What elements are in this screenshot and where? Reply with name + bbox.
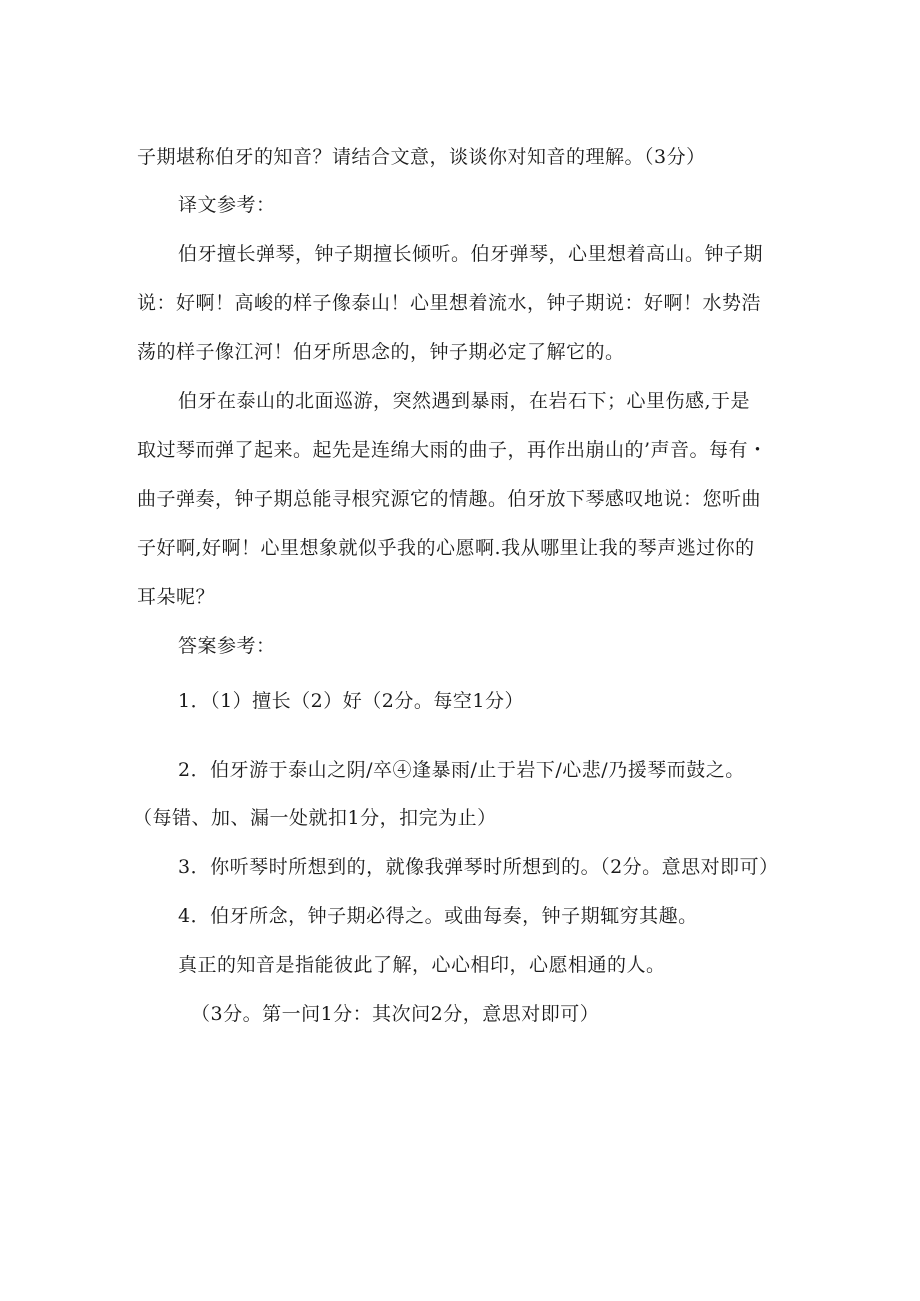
translation-heading: 译文参考： <box>178 194 276 216</box>
answers-heading: 答案参考： <box>178 635 276 657</box>
translation-p2-line-1: 伯牙在泰山的北面巡游，突然遇到暴雨，在岩石下；心里伤感,于是 <box>178 390 751 412</box>
question-line: 子期堪称伯牙的知音？请结合文意，谈谈你对知音的理解。（3分） <box>137 146 706 168</box>
answer-1: 1．（1）擅长（2）好（2分。每空1分） <box>178 690 524 712</box>
translation-p2-line-4: 子好啊,好啊！心里想象就似乎我的心愿啊.我从哪里让我的琴声逃过你的 <box>137 537 755 559</box>
answer-4: 4．伯牙所念，钟子期必得之。或曲每奏，钟子期辄穷其趣。 <box>178 905 698 927</box>
answer-4-note: （3分。第一问1分：其次问2分，意思对即可） <box>191 1003 600 1025</box>
translation-p1-line-3: 荡的样子像江河！伯牙所思念的，钟子期必定了解它的。 <box>137 341 625 363</box>
translation-p2-line-3: 曲子弹奏，钟子期总能寻根究源它的情趣。伯牙放下琴感叹地说：您听曲 <box>137 488 762 510</box>
answer-2: 2．伯牙游于泰山之阴/卒④逢暴雨/止于岩下/心悲/乃援琴而鼓之。 <box>178 759 745 781</box>
answer-4-explanation: 真正的知音是指能彼此了解，心心相印，心愿相通的人。 <box>178 954 666 976</box>
answer-2-note: （每错、加、漏一处就扣1分，扣完为止） <box>133 807 497 829</box>
answer-3: 3．你听琴时所想到的，就像我弹琴时所想到的。（2分。意思对即可） <box>178 856 779 878</box>
translation-p2-line-5: 耳朵呢？ <box>137 586 216 608</box>
translation-p1-line-1: 伯牙擅长弹琴，钟子期擅长倾听。伯牙弹琴，心里想着高山。钟子期 <box>178 243 764 265</box>
translation-p2-line-2: 取过琴而弹了起来。起先是连绵大雨的曲子，再作出崩山的’声音。每有・ <box>137 439 768 461</box>
translation-p1-line-2: 说：好啊！高峻的样子像泰山！心里想着流水，钟子期说：好啊！水势浩 <box>137 292 762 314</box>
